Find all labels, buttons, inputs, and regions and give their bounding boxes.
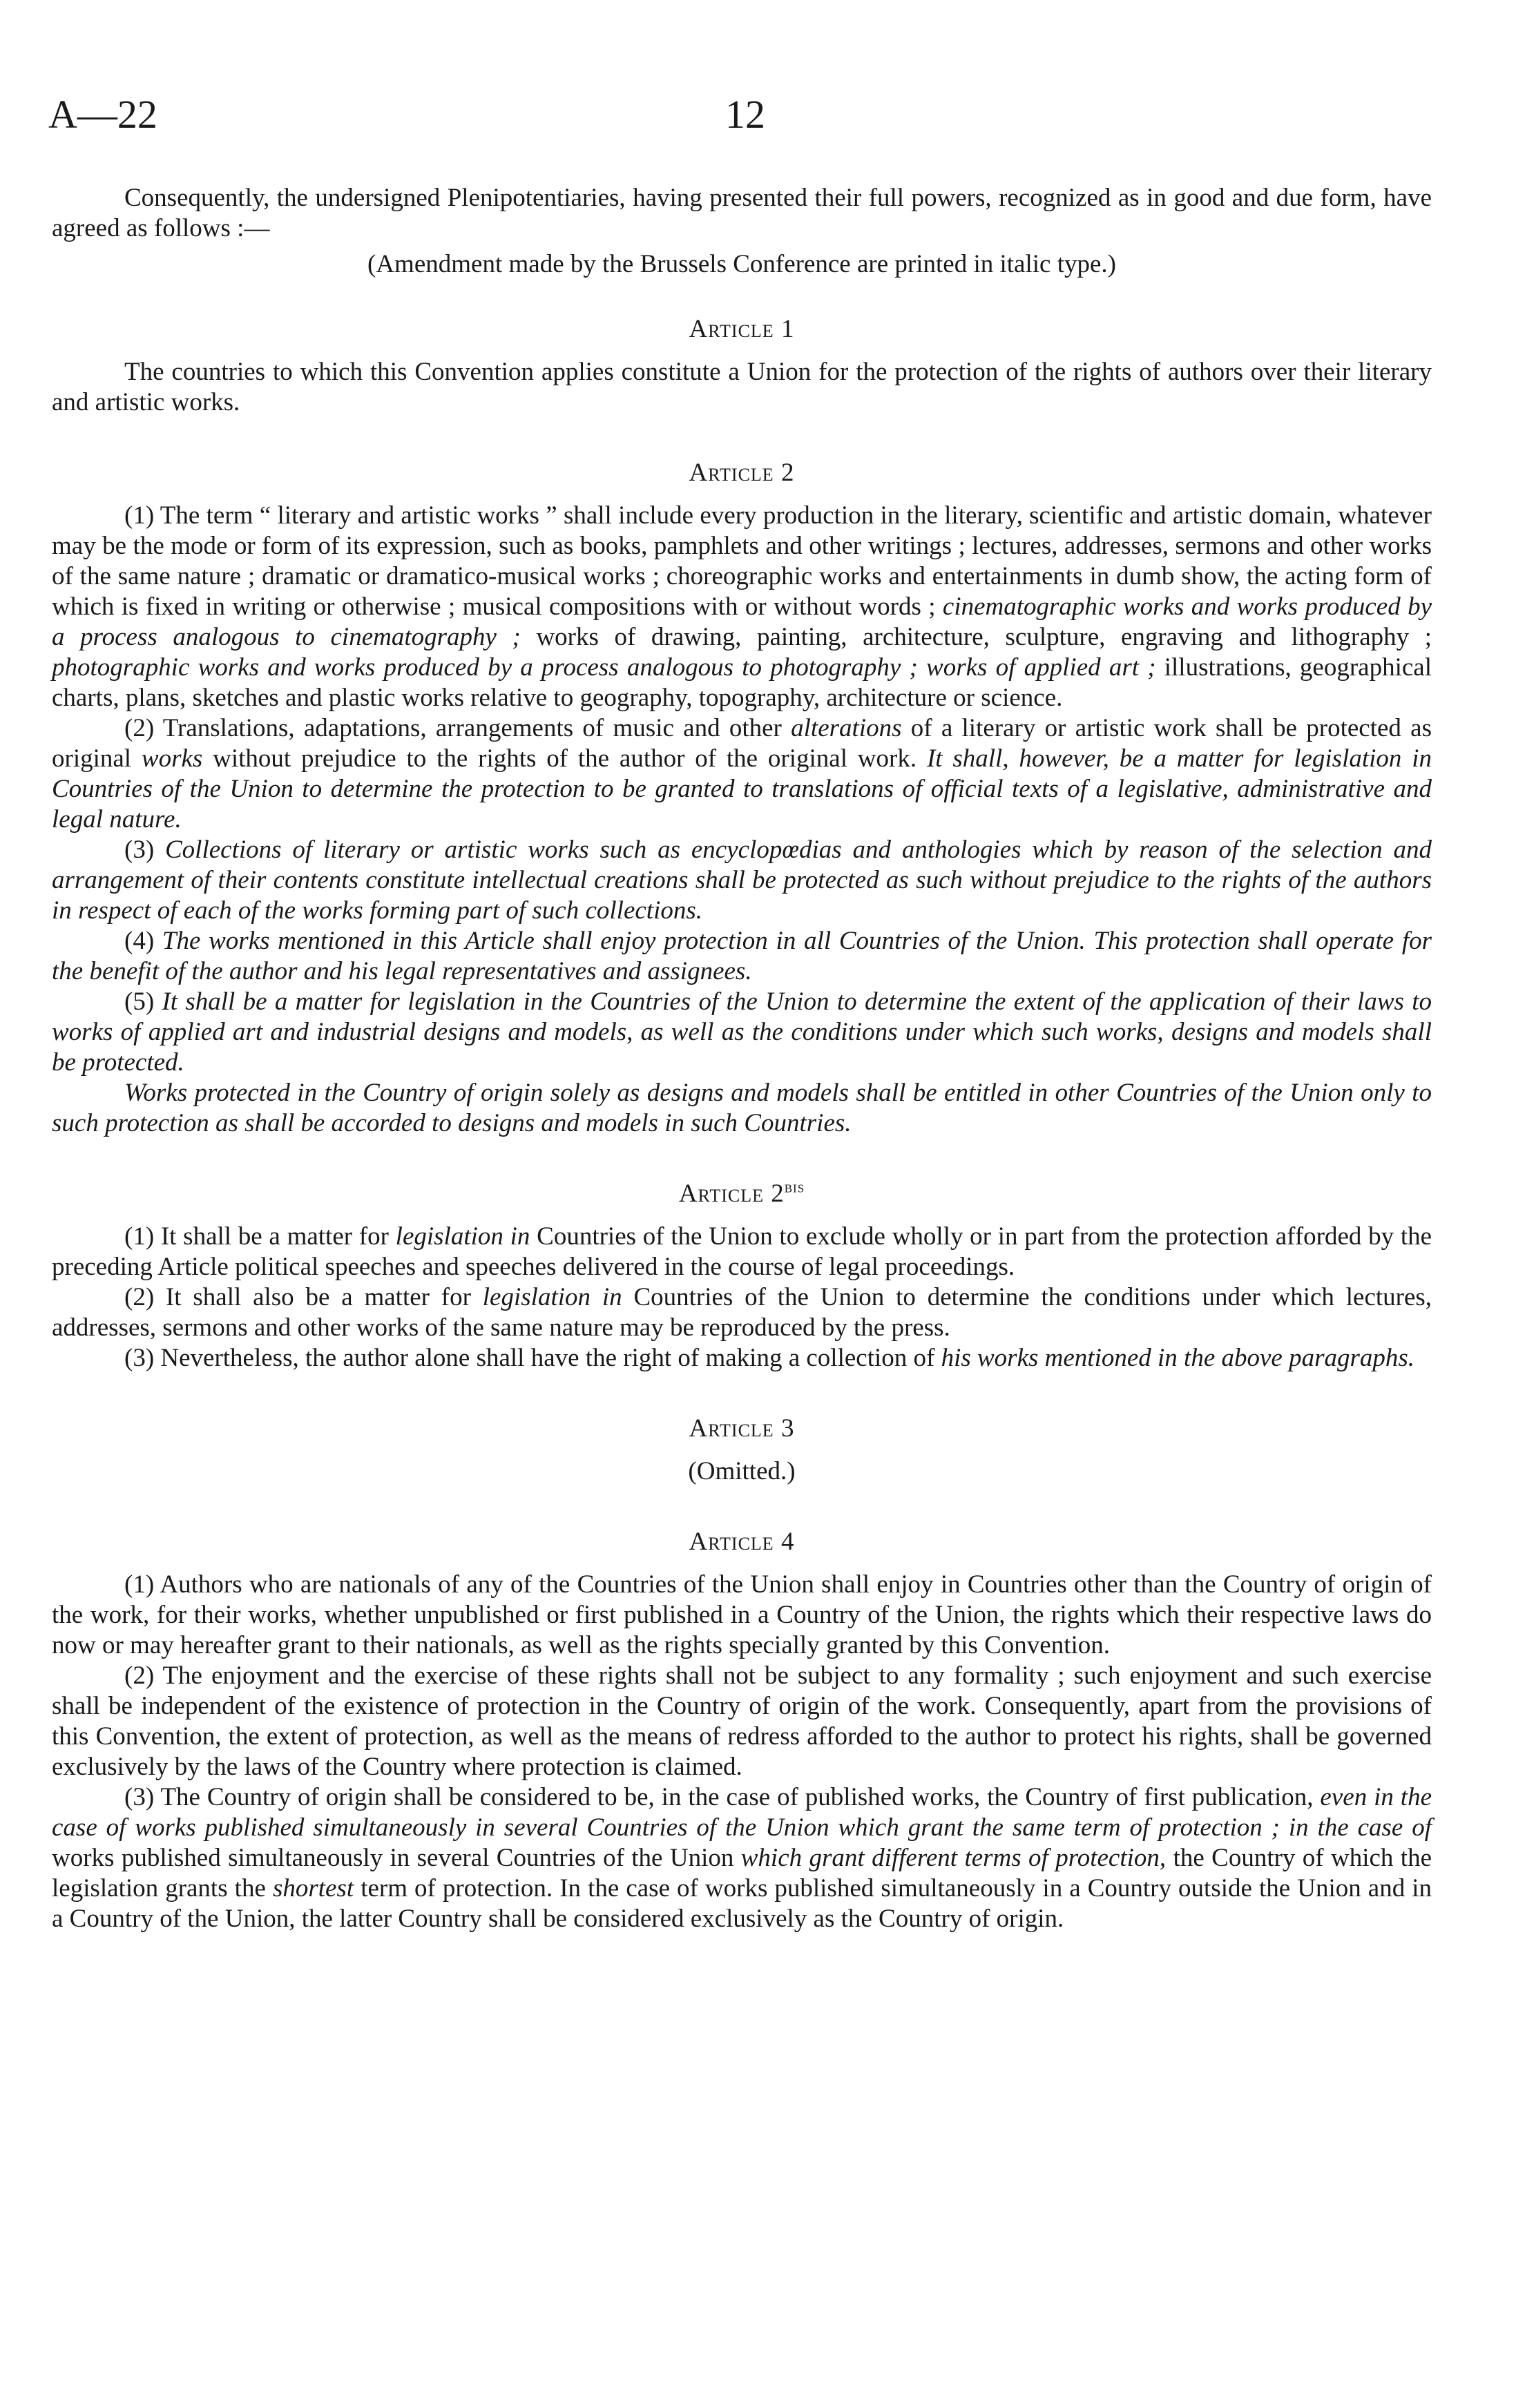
article-2-paragraph-5: (5) It shall be a matter for legislation in the Countries of the Union to determine the extent of the application of their laws to works of applied art and industrial designs and models, as well as the conditions under which such works, designs and models shall be protected. bbox=[52, 988, 1432, 1077]
article-4-paragraph-3: (3) The Country of origin shall be considered to be, in the case of published works, the Country of first publication, even in the case of works published simultaneously in several Countries of the Union which grant the same term of protection ; in the case of works published simultaneously in several Countries of the Union which grant different terms of protection, the Country of which the legislation grants the shortest term of protection. In the case of works published simultaneously in a Country outside the Union and in a Country of the Union, the latter Country shall be considered exclusively as the Country of origin. bbox=[52, 1783, 1432, 1933]
article-2bis-heading: Article $2^{bis}$ bbox=[678, 1178, 805, 1208]
page-header bbox=[48, 91, 1468, 146]
article-2-paragraph-1: (1) The term “ literary and artistic works ” shall include every production in the literary, scientific and artistic domain, whatever may be the mode or form of its expression, such as books, pamphlets and other writings ; lectures, addresses, sermons and other works of the same nature ; dramatic or dramatico-musical works ; choreographic works and entertainments in dumb show, the acting form of which is fixed in writing or otherwise ; musical compositions with or without words ; cinematographic works and works produced by a process analogous to cinematography ; works of drawing, painting, architecture, sculpture, engraving and lithography ; photographic works and works produced by a process analogous to photography ; works of applied art ; illustrations, geographical charts, plans, sketches and plastic works relative to geography, topography, architecture or science. bbox=[52, 501, 1432, 712]
article-2bis-paragraph-1: (1) It shall be a matter for legislation in Countries of the Union to exclude wholly or in part from the protection afforded by the preceding Article political speeches and speeches delivered in the course of legal proceedings. bbox=[52, 1222, 1432, 1281]
article-2-paragraph-2: (2) Translations, adaptations, arrangements of music and other alterations of a literary or artistic work shall be protected as original works without prejudice to the rights of the author of the original work. It shall, however, be a matter for legislation in Countries of the Union to determine the protection to be granted to translations of official texts of a legislative, administrative and legal nature. bbox=[52, 714, 1432, 834]
article-4-heading: Article 4 bbox=[689, 1528, 795, 1556]
article-4-paragraph-1: (1) Authors who are nationals of any of the Countries of the Union shall enjoy in Countries other than the Country of origin of the work, for their works, whether unpublished or first published in a Country of the Union, the rights which their respective laws do now or may hereafter grant to their nationals, as well as the rights specially granted by this Convention. bbox=[52, 1570, 1432, 1659]
article-2bis-paragraph-3: (3) Nevertheless, the author alone shall have the right of making a collection of his works mentioned in the above paragraphs. bbox=[124, 1344, 1415, 1372]
article-4-paragraph-2: (2) The enjoyment and the exercise of these rights shall not be subject to any formality ; such enjoyment and such exercise shall be independent of the existence of protection in the Country of origin of the work. Consequently, apart from the provisions of this Convention, the extent of protection, as well as the means of redress afforded to the author to protect his rights, shall be governed exclusively by the laws of the Country where protection is claimed. bbox=[52, 1661, 1432, 1781]
page-number: 12 bbox=[725, 92, 765, 137]
amendment-note: (Amendment made by the Brussels Conference are printed in italic type.) bbox=[367, 250, 1116, 278]
article-2-paragraph-6: Works protected in the Country of origin solely as designs and models shall be entitled in other Countries of the Union only to such protection as shall be accorded to designs and models in such Countries. bbox=[52, 1079, 1432, 1137]
article-2bis-paragraph-2: (2) It shall also be a matter for legislation in Countries of the Union to determine the conditions under which lectures, addresses, sermons and other works of the same nature may be reproduced by the press. bbox=[52, 1283, 1432, 1342]
document-body bbox=[52, 183, 1432, 1934]
article-1-text: The countries to which this Convention applies constitute a Union for the protection of the rights of authors over their literary and artistic works. bbox=[52, 358, 1432, 416]
article-2-paragraph-3: (3) Collections of literary or artistic works such as encyclopœdias and anthologies which by reason of the selection and arrangement of their contents constitute intellectual creations shall be protected as such without prejudice to the rights of the authors in respect of each of the works forming part of such collections. bbox=[52, 836, 1432, 925]
preamble-text: Consequently, the undersigned Plenipotentiaries, having presented their full powers, recognized as in good and due form, have agreed as follows :— bbox=[52, 184, 1432, 242]
article-2-heading: Article 2 bbox=[689, 459, 795, 487]
document-reference: A—22 bbox=[48, 92, 157, 137]
article-3-heading: Article 3 bbox=[689, 1414, 795, 1443]
article-1-heading: Article 1 bbox=[689, 315, 795, 343]
article-3-omitted-note: (Omitted.) bbox=[688, 1457, 796, 1485]
article-2-paragraph-4: (4) The works mentioned in this Article shall enjoy protection in all Countries of the Union. This protection shall operate for the benefit of the author and his legal representatives and assignees. bbox=[52, 927, 1432, 985]
